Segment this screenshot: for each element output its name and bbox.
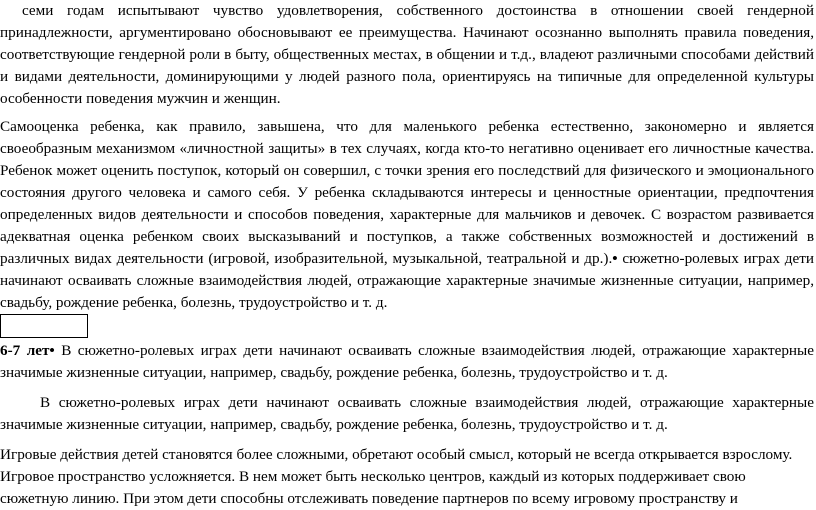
paragraph-age-6-7 [0,340,814,384]
paragraph-self-esteem [0,116,814,314]
paragraph-role-play-tail: сюжетно-ролевых играх дети начинают осваивать сложные взаимодействия людей, отражающие характерные значимые жизненные ситуации, например, свадьбу, рождение ребенка, болезнь, трудоустройство и т. д. [0,250,815,311]
empty-text-box[interactable] [0,314,88,338]
paragraph-role-play-repeat: В сюжетно-ролевых играх дети начинают осваивать сложные взаимодействия людей, отражающие характерные значимые жизненные ситуации, например, свадьбу, рождение ребенка, болезнь, трудоустройство и т. д. [0,394,814,433]
paragraph-gender-identity: семи годам испытывают чувство удовлетворения, собственного достоинства в отношении своей гендерной принадлежности, аргументировано обосновывают ее преимущества. Начинают осознанно выполнять правила поведения, соответствующие гендерной роли в быту, общественных местах, в общении и т.д., владеют различными способами действий и видами деятельности, доминирующими у людей разного пола, ориентируясь на типичные для определенной культуры особенности поведения мужчин и женщин. [0,2,814,107]
age-heading: 6-7 лет [0,342,50,359]
bullet-mark: • [612,250,618,267]
paragraph-self-esteem-text: Самооценка ребенка, как правило, завышена, что для маленького ребенка естественно, закономерно и является своеобразным механизмом «личностной защиты» в тех случаях, когда кто-то негативно оценивает его личностные качества. Ребенок может оценить поступок, который он совершил, с точки зрения его последствий для физического и эмоционального состояния другого человека и самого себя. У ребенка складываются интересы и ценностные ориентации, предпочтения определенных видов деятельности и способов поведения, характерные для мальчиков и девочек. С возрастом развивается адекватная оценка ребенком своих высказываний и поступков, а также собственных возможностей и достижений в различных видах деятельности (игровой, изобразительной, музыкальной, театральной и др.). [0,118,814,267]
bullet-mark: • [49,342,55,359]
paragraph-age-6-7-text: В сюжетно-ролевых играх дети начинают осваивать сложные взаимодействия людей, отражающие характерные значимые жизненные ситуации, например, свадьбу, рождение ребенка, болезнь, трудоустройство и т. д. [0,342,814,381]
paragraph-game-actions: Игровые действия детей становятся более сложными, обретают особый смысл, который не всегда открывается взрослому. Игровое пространство усложняется. В нем может быть несколько центров, каждый из которых поддерживает свою сюжетную линию. При этом дети способны отслеживать поведение партнеров по всему игровому пространству и [0,446,793,507]
